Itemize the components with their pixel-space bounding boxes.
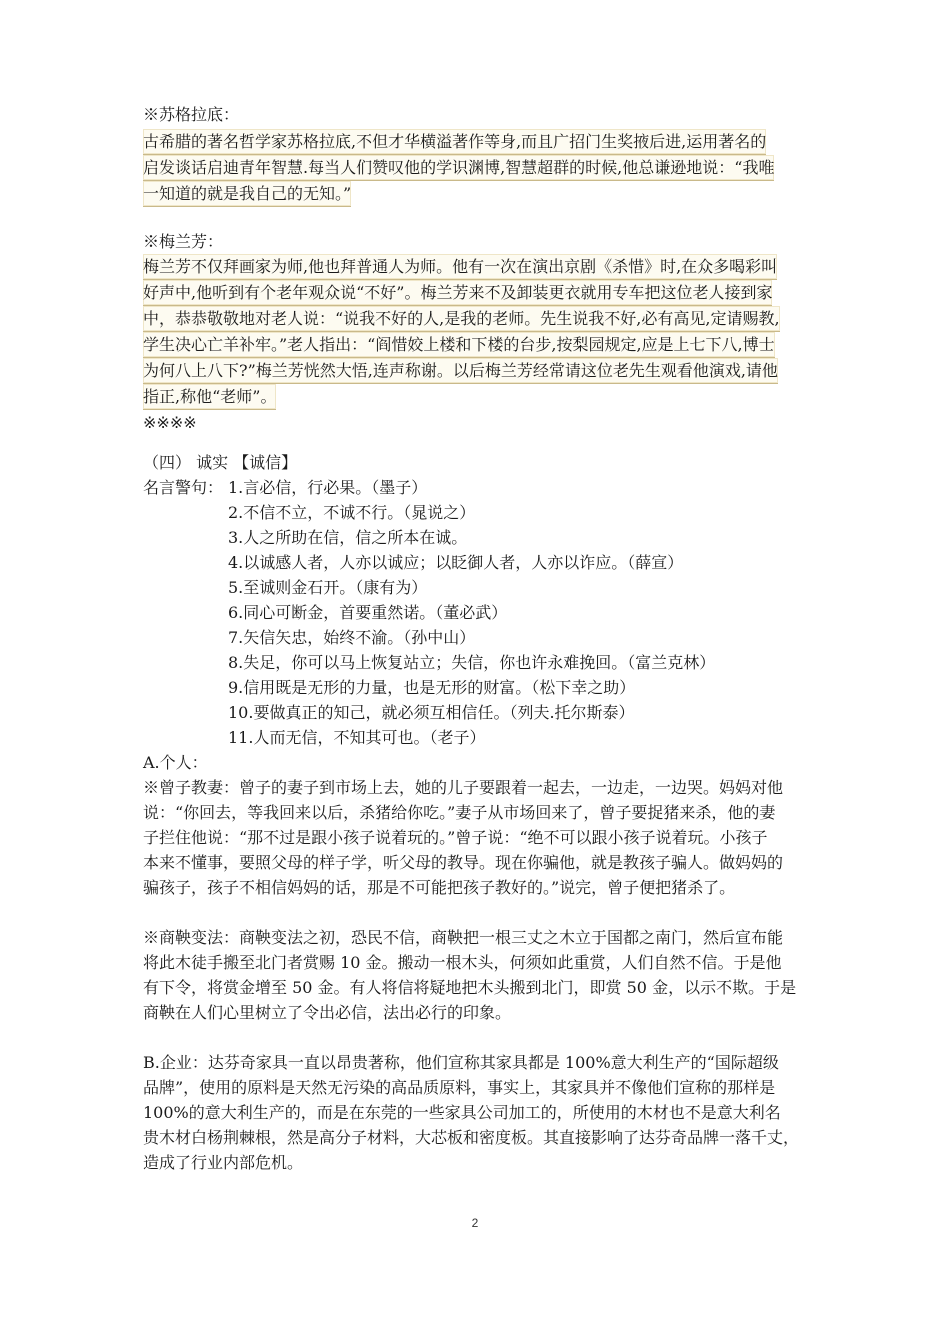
socrates-heading: ※苏格拉底： (143, 105, 240, 124)
enterprise-line: 贵木材白杨荆棘根，然是高分子材料，大芯板和密度板。其直接影响了达芬奇品牌一落千丈， (143, 1128, 800, 1147)
meilanfang-line: 为何八上八下?”梅兰芳恍然大悟,连声称谢。以后梅兰芳经常请这位老先生观看他演戏,请他 (143, 358, 778, 384)
quote-item: 9.信用既是无形的力量，也是无形的财富。（松下幸之助） (228, 678, 636, 697)
meilanfang-line: 中，恭恭敬敬地对老人说：“说我不好的人,是我的老师。先生说我不好,必有高见,定请赐教, (143, 306, 780, 332)
shangyang-line: 商鞅在人们心里树立了令出必信，法出必行的印象。 (143, 1003, 512, 1022)
quote-item: 1.言必信，行必果。（墨子） (228, 478, 428, 497)
meilanfang-line: 梅兰芳不仅拜画家为师,他也拜普通人为师。他有一次在演出京剧《杀惜》时,在众多喝彩叫 (143, 254, 777, 280)
page-number: 2 (471, 1216, 479, 1230)
quote-item: 2.不信不立，不诚不行。（晁说之） (228, 503, 476, 522)
shangyang-line: 将此木徒手搬至北门者赏赐 10 金。搬动一根木头，何须如此重赏，人们自然不信。于是他 (143, 953, 782, 972)
enterprise-line: B.企业：达芬奇家具一直以昂贵著称，他们宣称其家具都是 100%意大利生产的“国际超级 (143, 1053, 779, 1072)
quote-item: 11.人而无信，不知其可也。（老子） (228, 728, 486, 747)
meilanfang-line: 好声中,他听到有个老年观众说“不好”。梅兰芳来不及卸装更衣就用专车把这位老人接到家 (143, 280, 772, 306)
quote-item: 8.失足，你可以马上恢复站立；失信，你也许永难挽回。（富兰克林） (228, 653, 716, 672)
zengzi-line: 本来不懂事，要照父母的样子学，听父母的教导。现在你骗他，就是教孩子骗人。做妈妈的 (143, 853, 784, 872)
shangyang-line: 有下令，将赏金增至 50 金。有人将信将疑地把木头搬到北门，即赏 50 金，以示不欺。于是 (143, 978, 797, 997)
enterprise-line: 100%的意大利生产的，而是在东莞的一些家具公司加工的，所使用的木材也不是意大利名 (143, 1103, 781, 1122)
zengzi-line: 骗孩子，孩子不相信妈妈的话，那是不可能把孩子教好的。”说完，曾子便把猪杀了。 (143, 878, 736, 897)
enterprise-section (143, 1050, 813, 1175)
socrates-line: 一知道的就是我自己的无知。” (143, 181, 351, 207)
socrates-line: 古希腊的著名哲学家苏格拉底,不但才华横溢著作等身,而且广招门生奖掖后进,运用著名的 (143, 129, 766, 155)
meilanfang-line: 学生决心亡羊补牢。”老人指出：“阎惜姣上楼和下楼的台步,按梨园规定,应是上七下八,博士 (143, 332, 775, 358)
socrates-section (143, 102, 813, 207)
quotes-label: 名言警句： (143, 478, 224, 497)
quote-item: 4.以诚感人者，人亦以诚应；以眨御人者，人亦以诈应。（薛宣） (228, 553, 684, 572)
quote-item: 3.人之所助在信，信之所本在诚。 (228, 528, 468, 547)
personal-label: A.个人： (143, 753, 208, 772)
quote-item: 6.同心可断金，首要重然诺。（董必武） (228, 603, 508, 622)
zengzi-line: ※曾子教妻：曾子的妻子到市场上去，她的儿子要跟着一起去，一边走，一边哭。妈妈对他 (143, 778, 784, 797)
shangyang-section (143, 925, 813, 1025)
zengzi-line: 子拦住他说：“那不过是跟小孩子说着玩的。”曾子说：“绝不可以跟小孩子说着玩。小孩子 (143, 828, 768, 847)
zengzi-line: 说：“你回去，等我回来以后，杀猪给你吃。”妻子从市场回来了，曾子要捉猪来杀，他的妻 (143, 803, 776, 822)
quote-item: 7.矢信矢忠，始终不渝。（孙中山） (228, 628, 476, 647)
meilanfang-line: 指正,称他“老师”。 (143, 384, 276, 410)
meilanfang-heading: ※梅兰芳： (143, 232, 224, 251)
socrates-line: 启发谈话启迪青年智慧.每当人们赞叹他的学识渊博,智慧超群的时候,他总谦逊地说：“我唯 (143, 155, 774, 181)
meilanfang-section (143, 229, 813, 435)
shangyang-line: ※商鞅变法：商鞅变法之初，恐民不信，商鞅把一根三丈之木立于国都之南门，然后宣布能 (143, 928, 784, 947)
enterprise-line: 品牌”，使用的原料是天然无污染的高品质原料，事实上，其家具并不像他们宣称的那样是 (143, 1078, 776, 1097)
section-separator: ※※※※ (143, 413, 197, 432)
section-title: （四） 诚实 【诚信】 (143, 453, 298, 472)
quotes-list (228, 475, 715, 750)
enterprise-line: 造成了行业内部危机。 (143, 1153, 304, 1172)
quote-item: 10.要做真正的知己，就必须互相信任。（列夫.托尔斯泰） (228, 703, 635, 722)
quote-item: 5.至诚则金石开。（康有为） (228, 578, 428, 597)
personal-section (143, 750, 813, 900)
